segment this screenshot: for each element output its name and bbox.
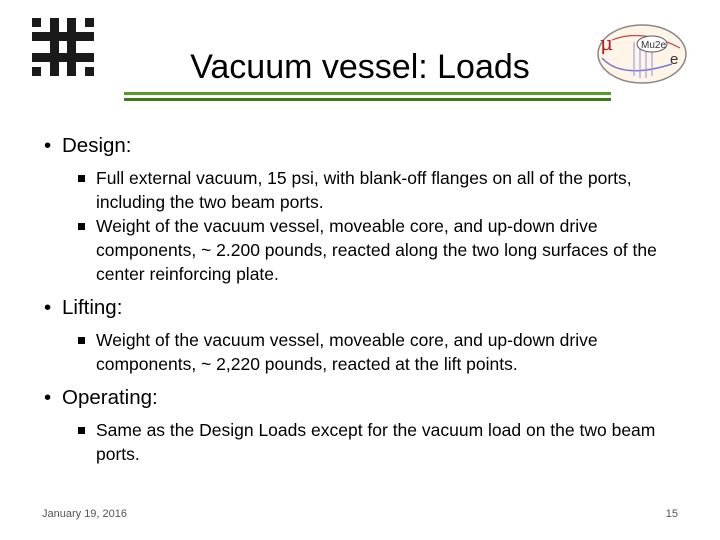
bullet-dot-icon: • — [44, 386, 52, 409]
footer-date: January 19, 2016 — [42, 508, 128, 520]
sub-bullet-text: Weight of the vacuum vessel, moveable core, and up-down drive components, ~ 2.200 pounds, reacted along the two long surfaces of the center reinforcing plate. — [96, 216, 657, 284]
bullet-lifting — [44, 294, 694, 322]
square-bullet-icon — [78, 223, 85, 230]
sublist-operating — [78, 418, 694, 466]
sub-bullet — [78, 418, 694, 466]
bullet-dot-icon: • — [44, 296, 52, 319]
bullet-label: Lifting: — [62, 296, 123, 319]
bullet-label: Operating: — [62, 386, 158, 409]
e-symbol: e — [670, 51, 679, 68]
bullet-label: Design: — [62, 134, 132, 157]
sub-bullet-text: Full external vacuum, 15 psi, with blank-off flanges on all of the ports, including the two beam ports. — [96, 168, 632, 212]
sub-bullet-text: Same as the Design Loads except for the vacuum load on the two beam ports. — [96, 420, 656, 464]
mu2e-text: Mu2e — [641, 40, 667, 51]
sub-bullet — [78, 214, 694, 286]
page-number: 15 — [665, 508, 678, 520]
square-bullet-icon — [78, 337, 85, 344]
bullet-operating — [44, 384, 694, 412]
square-bullet-icon — [78, 427, 85, 434]
title-rule-bottom — [124, 98, 611, 101]
sub-bullet — [78, 328, 694, 376]
sublist-lifting — [78, 328, 694, 376]
sub-bullet-text: Weight of the vacuum vessel, moveable core, and up-down drive components, ~ 2,220 pounds, reacted at the lift points. — [96, 330, 598, 374]
slide-content — [44, 132, 694, 466]
sublist-design — [78, 166, 694, 286]
title-rule-top — [124, 92, 611, 95]
sub-bullet — [78, 166, 694, 214]
mu-symbol: μ — [600, 31, 613, 55]
square-bullet-icon — [78, 175, 85, 182]
bullet-dot-icon: • — [44, 134, 52, 157]
bullet-design — [44, 132, 694, 160]
slide-title: Vacuum vessel: Loads — [190, 48, 530, 86]
